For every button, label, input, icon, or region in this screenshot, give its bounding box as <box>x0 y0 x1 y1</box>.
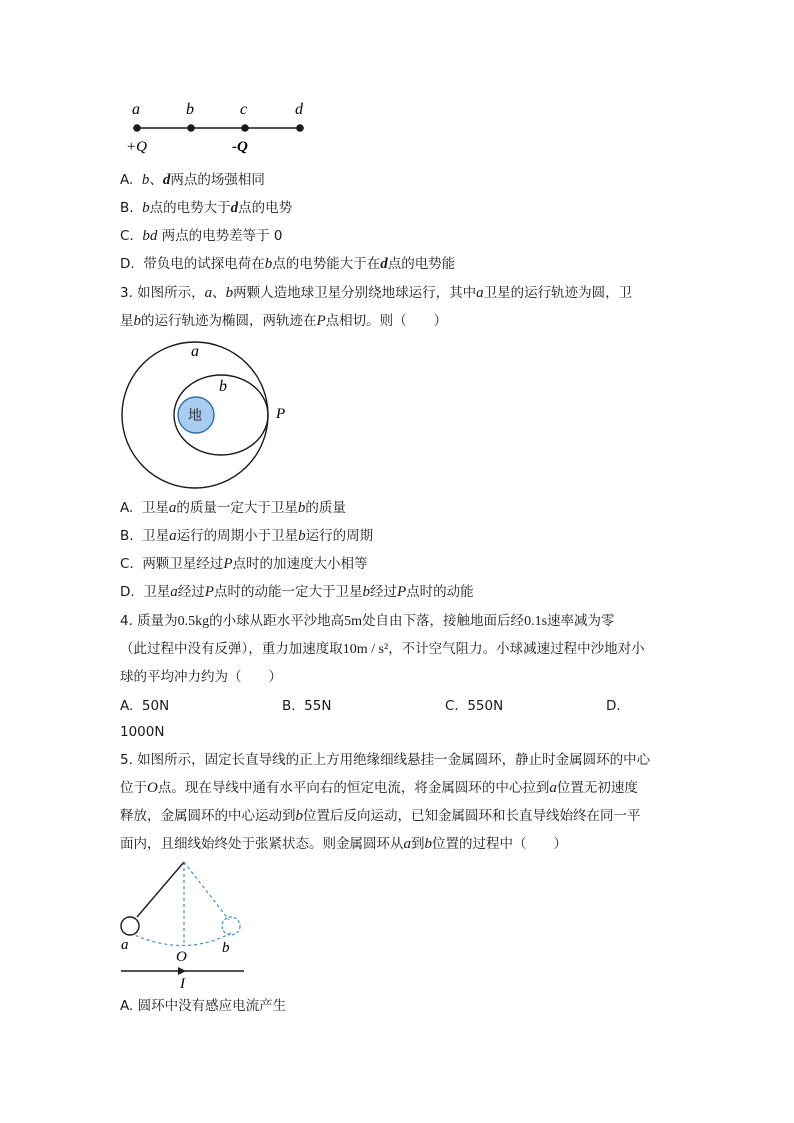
separator: 、 <box>149 172 163 188</box>
orbit-figure <box>120 335 290 495</box>
q2-option-a <box>120 170 265 190</box>
var-b: b <box>362 584 370 600</box>
option-text: 两点的场强相同 <box>170 172 265 188</box>
q2-option-b <box>120 198 292 218</box>
var-a: a <box>476 285 484 301</box>
q5-stem-line-1 <box>120 750 650 770</box>
var-b: b <box>295 808 303 824</box>
pendulum-figure <box>114 858 254 990</box>
orbit-label-b: b <box>219 378 227 395</box>
question-text: 5. 如图所示，固定长直导线的正上方用绝缘细线悬挂一金属圆环，静止时金属圆环的中心 <box>120 752 651 768</box>
question-text: 4. 质量为 <box>120 613 178 629</box>
option-text: 卫星 <box>141 500 169 516</box>
q3-option-c <box>120 554 367 574</box>
option-prefix: B. <box>282 698 296 714</box>
var-b: b <box>133 313 141 329</box>
var-a: a <box>549 780 557 796</box>
thread-dashed-line <box>184 862 229 920</box>
option-value: 550N <box>467 698 504 714</box>
point-p-label: P <box>276 406 286 422</box>
thread-line <box>137 862 184 917</box>
question-text: ，不计空气阻力。小球减速过程中沙地对小 <box>388 641 645 657</box>
q4-stem-line-3 <box>120 667 282 687</box>
point-o-label: O <box>176 949 187 965</box>
point-c <box>241 124 249 132</box>
var-d: d <box>380 256 388 272</box>
q4-option-b <box>282 696 331 716</box>
charges-figure <box>120 95 320 157</box>
option-text: 两点的电势差等于 0 <box>161 228 283 244</box>
question-text: 的运行轨迹为椭圆，两轨迹在 <box>141 313 317 329</box>
label-d: d <box>295 101 303 118</box>
swing-arc <box>130 933 231 946</box>
question-text: 处自由下落，接触地面后经 <box>362 613 525 629</box>
q4-option-d-value <box>120 722 164 742</box>
option-text: 经过 <box>177 584 205 600</box>
var-bd: bd <box>142 228 158 244</box>
question-text: 星 <box>120 313 134 329</box>
q4-option-a <box>120 696 169 716</box>
option-prefix: B. <box>120 200 134 216</box>
option-prefix: C. <box>445 698 459 714</box>
option-text: 点时的加速度大小相等 <box>232 556 368 572</box>
option-value: 55N <box>304 698 332 714</box>
option-value: 50N <box>141 698 170 714</box>
option-text: 的质量 <box>305 500 346 516</box>
var-p: P <box>204 584 214 600</box>
q5-stem-line-2 <box>120 778 638 798</box>
var-a: a <box>169 528 177 544</box>
charge-label-a: +Q <box>126 139 147 155</box>
current-label: I <box>180 976 185 990</box>
option-text: 两颗卫星经过 <box>142 556 224 572</box>
var-a: a <box>168 500 177 516</box>
option-prefix: C. <box>120 556 134 572</box>
q5-option-a <box>120 996 286 1016</box>
option-text: 经过 <box>369 584 397 600</box>
question-text: 位置后反向运动，已知金属圆环和长直导线始终在同一平 <box>303 808 641 824</box>
var-a: a <box>204 285 213 301</box>
question-text: 点。现在导线中通有水平向右的恒定电流，将金属圆环的中心拉到 <box>157 780 550 796</box>
var-b: b <box>141 172 150 188</box>
gravity-value: 10m / s² <box>342 642 389 657</box>
option-text: 点的电势大于 <box>149 200 231 216</box>
q5-stem-line-3 <box>120 806 641 826</box>
option-text: A. 圆环中没有感应电流产生 <box>120 998 287 1014</box>
question-text: 位于 <box>120 780 147 796</box>
q3-stem-line-1 <box>120 283 632 303</box>
var-a: a <box>170 584 178 600</box>
var-p: P <box>396 584 407 600</box>
question-text: 面内，且细线始终处于张紧状态。则金属圆环从 <box>120 836 404 852</box>
point-d <box>296 124 304 132</box>
question-text: 的小球从距水平沙地高 <box>209 613 345 629</box>
var-o: O <box>147 780 158 796</box>
earth-label: 地 <box>188 408 202 424</box>
q4-stem-line-2 <box>120 639 645 660</box>
option-value: 1000N <box>120 724 165 740</box>
option-text: 点时的动能一定大于卫星 <box>213 584 363 600</box>
q4-option-c <box>445 696 503 716</box>
option-prefix: C. <box>120 228 134 244</box>
option-text: 点的电势能 <box>387 256 456 272</box>
label-c: c <box>240 101 248 118</box>
var-b: b <box>424 836 432 852</box>
option-text: 点的电势 <box>238 200 293 216</box>
question-text: 球的平均冲力约为（ ） <box>120 669 282 685</box>
option-text: 带负电的试探电荷在 <box>143 256 265 272</box>
question-text: 释放，金属圆环的中心运动到 <box>120 808 296 824</box>
var-a: a <box>403 836 411 852</box>
height-value: 5m <box>344 614 363 629</box>
charge-label-c: -Q <box>232 139 248 155</box>
question-text: 位置的过程中（ ） <box>432 836 567 852</box>
var-b: b <box>297 500 306 516</box>
question-text: 速率减为零 <box>547 613 615 629</box>
option-text: 的质量一定大于卫星 <box>176 500 298 516</box>
mass-value: 0.5kg <box>177 614 210 629</box>
question-text: 点相切。则（ ） <box>325 313 448 329</box>
option-prefix: D. <box>120 256 135 272</box>
ring-at-a <box>121 917 139 935</box>
option-text: 卫星 <box>143 584 171 600</box>
option-prefix: A. <box>120 172 134 188</box>
question-text: 3. 如图所示， <box>120 285 205 301</box>
q5-stem-line-4 <box>120 834 567 854</box>
q3-stem-line-2 <box>120 311 447 331</box>
option-text: 运行的周期 <box>305 528 374 544</box>
var-d: d <box>230 200 239 216</box>
option-text: 点时的动能 <box>406 584 474 600</box>
q3-option-b <box>120 526 373 546</box>
q3-option-d <box>120 582 474 602</box>
option-prefix: D. <box>606 698 621 714</box>
option-text: 运行的周期小于卫星 <box>176 528 299 544</box>
question-text: 卫星的运行轨迹为圆，卫 <box>483 285 633 301</box>
point-a <box>133 124 141 132</box>
separator: 、 <box>212 285 226 301</box>
question-text: （此过程中没有反弹），重力加速度取 <box>120 641 343 657</box>
time-value: 0.1s <box>524 614 548 629</box>
q4-option-d-prefix <box>606 696 621 716</box>
var-d: d <box>162 172 171 188</box>
var-b: b <box>225 285 234 301</box>
position-label-b: b <box>222 940 230 956</box>
position-label-a: a <box>121 937 129 953</box>
var-b: b <box>142 200 150 216</box>
q2-option-c <box>120 226 283 246</box>
var-b: b <box>264 256 273 272</box>
q3-option-a <box>120 498 346 518</box>
var-p: P <box>223 556 233 572</box>
option-prefix: B. <box>120 528 134 544</box>
q4-stem-line-1 <box>120 611 615 632</box>
q2-option-d <box>120 254 455 274</box>
label-a: a <box>132 101 140 118</box>
orbit-label-a: a <box>191 343 199 360</box>
option-text: 点的电势能大于在 <box>272 256 381 272</box>
var-b: b <box>298 528 306 544</box>
var-p: P <box>316 313 326 329</box>
question-text: 位置无初速度 <box>556 780 638 796</box>
label-b: b <box>186 101 194 118</box>
option-prefix: A. <box>120 698 134 714</box>
current-arrow-icon <box>178 967 186 975</box>
option-prefix: A. <box>120 500 134 516</box>
question-text: 到 <box>411 836 425 852</box>
point-b <box>187 124 195 132</box>
question-text: 两颗人造地球卫星分别绕地球运行，其中 <box>233 285 477 301</box>
option-text: 卫星 <box>142 528 170 544</box>
ring-at-b <box>222 917 240 935</box>
option-prefix: D. <box>120 584 135 600</box>
